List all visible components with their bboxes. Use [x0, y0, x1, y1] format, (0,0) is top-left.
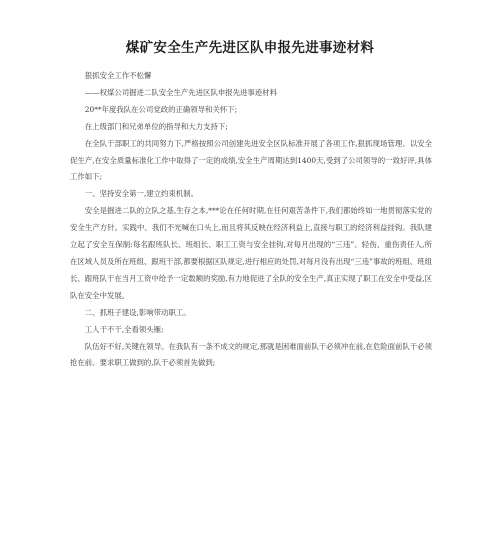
- section-heading: 二、抓班子建设,影响带动职工。: [84, 307, 191, 317]
- section-heading: 一、坚持安全第一,建立约束机制。: [84, 189, 199, 199]
- document-body: [70, 68, 432, 372]
- paragraph: 在全队干部职工的共同努力下,严格按照公司创建先进安全区队标准开展了各项工作,狠抓现场管理、以安全促生产,在安全质量标准化工作中取得了一定的成绩,安全生产周期达到1400天,受到了公司领导的一致好评,具体工作如下;: [70, 138, 432, 182]
- paragraph: 安全是掘进二队的立队之基,生存之本,***论在任何时期,在任何艰苦条件下,我们都始终如一地贯彻落实党的安全生产方针。实践中、我们不光喊在口头上,而且将其反映在经济利益上,直接与职工的经济利益挂钩。我队建立起了安全互保制:每名跟班队长、班组长、职工工资与安全挂钩,对每月出现的“三违”、轻伤、重伤责任人,所在区域人员及所在班组、跟班干部,都要根据区队规定,进行相应的处罚,对每月没有出现“三违”事故的班组、班组长、跟班队干在当月工资中给予一定数额的奖励,有力地促进了全队的安全生产,真正实现了职工在安全中受益,区队在安全中发展。: [70, 206, 432, 300]
- paragraph: 队伍好不好,关键在领导。在我队有一条不成文的规定,那就是困难面前队干必须冲在前,在危险面前队干必须抢在前、要求职工做到的,队干必须首先做到;: [70, 341, 432, 368]
- paragraph-subheading: ——权煤公司掘进二队安全生产先进区队申报先进事迹材料: [84, 87, 277, 97]
- paragraph-subtitle: 狠抓安全工作不松懈: [84, 71, 152, 80]
- paragraph: 在上级部门和兄弟单位的指导和大力支持下;: [84, 121, 228, 131]
- document-title: 煤矿安全生产先进区队申报先进事迹材料: [125, 40, 375, 56]
- paragraph: 工人干不干,全看领头雁;: [84, 324, 164, 334]
- paragraph: 20**年度我队在公司党政的正确领导和关怀下;: [84, 104, 238, 114]
